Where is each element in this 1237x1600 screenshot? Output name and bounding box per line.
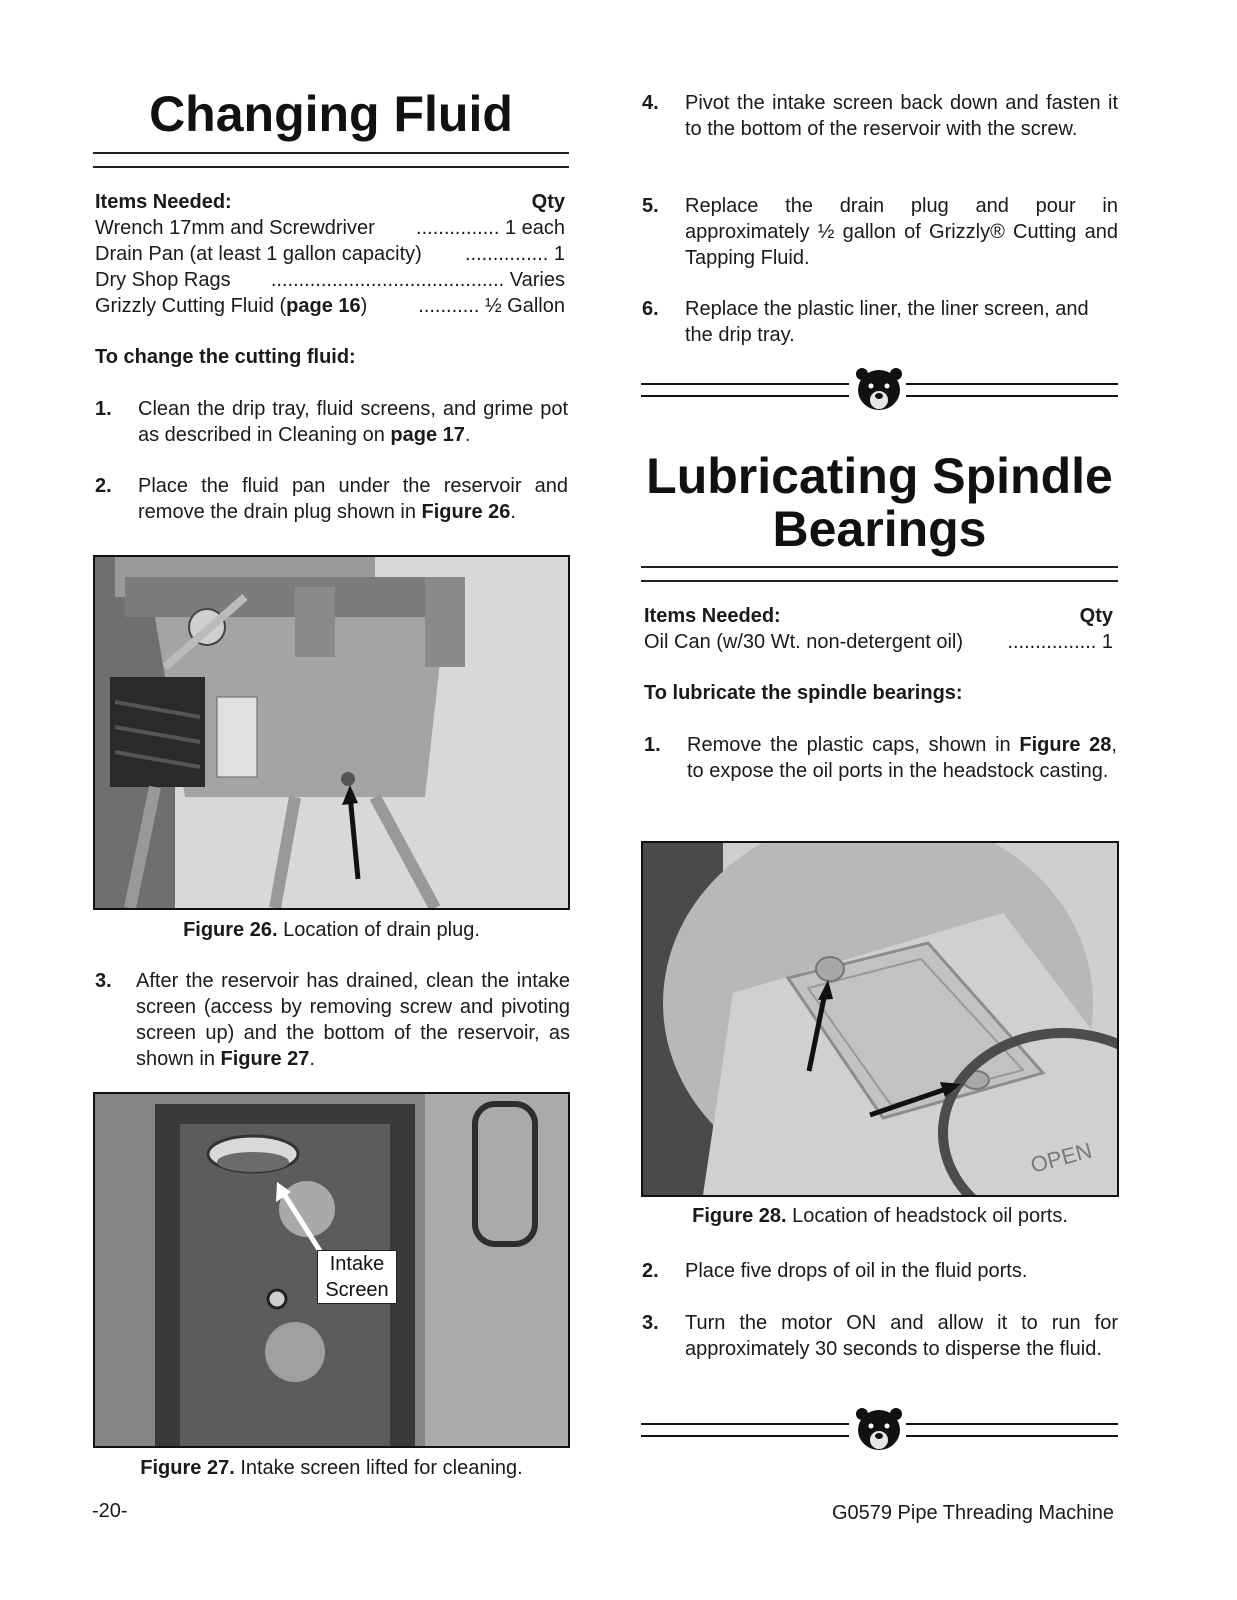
step-text: After the reservoir has drained, clean the intake screen (access by removing screw and pivoting screen up) and the bottom of the reservoir, as shown in Figure 27. xyxy=(136,970,570,1070)
item-name: Oil Can (w/30 Wt. non-detergent oil) xyxy=(644,631,964,653)
pipe-threader-stand-illustration xyxy=(95,557,568,908)
step-text: Clean the drip tray, fluid screens, and grime pot as described in Cleaning on page 17. xyxy=(138,398,568,446)
casting-open-text: OPEN xyxy=(1027,1137,1095,1178)
figure-label: Figure 26. xyxy=(183,919,278,941)
figure-label: Figure 27. xyxy=(140,1457,235,1479)
items-needed-label: Items Needed: xyxy=(644,605,781,627)
item-name: Grizzly Cutting Fluid (page 16) xyxy=(95,295,368,317)
item-name: Wrench 17mm and Screwdriver xyxy=(95,217,375,239)
step-item xyxy=(642,90,1118,168)
leader-dots: .......................................... xyxy=(270,269,510,291)
item-name: Drain Pan (at least 1 gallon capacity) xyxy=(95,243,422,265)
title-rule-top xyxy=(641,566,1118,568)
item-qty: ............... 1 xyxy=(464,243,565,265)
step-item xyxy=(95,396,568,448)
items-needed-label: Items Needed: xyxy=(95,191,232,213)
item-qty: ............... 1 each xyxy=(416,217,565,239)
bear-logo-icon xyxy=(854,366,904,416)
step-number: 2. xyxy=(642,1260,659,1282)
step-number: 2. xyxy=(95,475,112,497)
page-link[interactable]: page 17 xyxy=(390,424,465,446)
section-title-lubricating-spindle-bearings: Lubricating Spindle Bearings xyxy=(646,448,1113,557)
figure-28-photo xyxy=(641,841,1119,1197)
step-text: Place five drops of oil in the fluid ports. xyxy=(685,1260,1028,1282)
item-qty: .......................................... Varies xyxy=(270,269,565,291)
step-item xyxy=(644,732,1117,810)
headstock-illustration xyxy=(643,843,1117,1195)
step-text: Place the fluid pan under the reservoir and remove the drain plug shown in Figure 26. xyxy=(138,475,568,523)
step-number: 6. xyxy=(642,298,659,320)
step-item xyxy=(642,1310,1118,1388)
item-qty: ........... ½ Gallon xyxy=(418,295,565,317)
figure-26-caption: Figure 26. Location of drain plug. xyxy=(183,919,480,941)
qty-label: Qty xyxy=(531,191,565,213)
procedure-heading: To lubricate the spindle bearings: xyxy=(644,682,963,704)
item-qty: ................ 1 xyxy=(1007,631,1113,653)
figure-26-photo xyxy=(93,555,570,910)
leader-dots: ............... xyxy=(464,243,554,265)
figure-link[interactable]: Figure 26 xyxy=(421,501,511,523)
leader-dots: ........... xyxy=(418,295,485,317)
step-text: Pivot the intake screen back down and fasten it to the bottom of the reservoir with the screw. xyxy=(685,92,1118,140)
figure-28-caption: Figure 28. Location of headstock oil ports. xyxy=(692,1205,1068,1227)
item-name: Dry Shop Rags xyxy=(95,269,231,291)
figure-link[interactable]: Figure 27 xyxy=(220,1048,310,1070)
figure-link[interactable]: Figure 28 xyxy=(1019,734,1112,756)
leader-dots: ................ xyxy=(1007,631,1102,653)
step-text: Replace the drain plug and pour in approximately ½ gallon of Grizzly® Cutting and Tapping Fluid. xyxy=(685,195,1118,269)
manual-title: G0579 Pipe Threading Machine xyxy=(831,1502,1114,1524)
title-rule-bottom xyxy=(641,580,1118,582)
step-text: Remove the plastic caps, shown in Figure 28, to expose the oil ports in the headstock casting. xyxy=(687,734,1117,782)
step-number: 3. xyxy=(642,1312,659,1334)
bear-logo-icon xyxy=(854,1406,904,1456)
figure-label: Figure 28. xyxy=(692,1205,787,1227)
step-item xyxy=(642,1258,1118,1284)
title-rule-top xyxy=(93,152,569,154)
step-number: 3. xyxy=(95,970,112,992)
step-text: Turn the motor ON and allow it to run for approximately 30 seconds to disperse the fluid. xyxy=(685,1312,1118,1360)
figure-27-photo xyxy=(93,1092,570,1448)
step-item xyxy=(642,193,1118,271)
page-link[interactable]: page 16 xyxy=(286,295,361,317)
page-number: -20- xyxy=(92,1500,128,1522)
qty-label: Qty xyxy=(1079,605,1113,627)
step-item xyxy=(95,473,568,525)
step-text: Replace the plastic liner, the liner screen, and the drip tray. xyxy=(685,298,1089,346)
step-number: 4. xyxy=(642,92,659,114)
section-divider xyxy=(641,1414,1118,1448)
step-number: 5. xyxy=(642,195,659,217)
step-item xyxy=(642,296,1118,348)
step-number: 1. xyxy=(644,734,661,756)
section-title-changing-fluid: Changing Fluid xyxy=(149,86,513,142)
step-number: 1. xyxy=(95,398,112,420)
leader-dots: ............... xyxy=(416,217,505,239)
section-divider xyxy=(641,374,1118,408)
title-rule-bottom xyxy=(93,166,569,168)
intake-screen-callout: Intake Screen xyxy=(317,1250,397,1304)
procedure-heading: To change the cutting fluid: xyxy=(95,346,356,368)
figure-27-caption: Figure 27. Intake screen lifted for cleaning. xyxy=(140,1457,523,1479)
step-item xyxy=(95,968,570,1072)
